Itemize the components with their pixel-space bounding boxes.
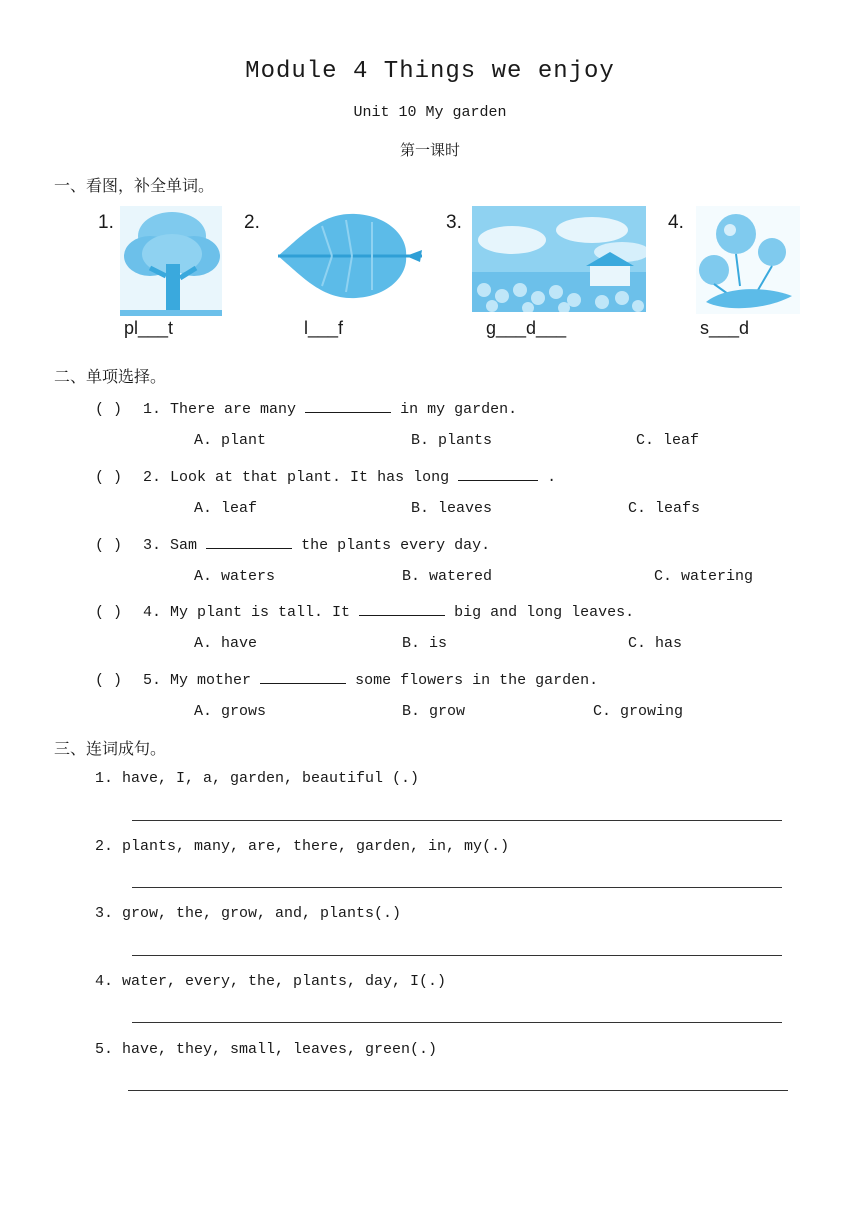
option-b[interactable]: B. leaves	[411, 500, 493, 517]
fill-word: pl___t	[124, 318, 174, 338]
question-row	[95, 534, 490, 554]
unit-subtitle: Unit 10 My garden	[353, 104, 507, 121]
answer-parentheses[interactable]: ( )	[95, 401, 123, 418]
lesson-label: 第一课时	[399, 141, 460, 159]
question-row	[95, 398, 517, 418]
question-number: 1.	[143, 401, 162, 418]
garden-icon	[472, 206, 646, 312]
answer-line[interactable]	[132, 887, 782, 888]
answer-parentheses[interactable]: ( )	[95, 604, 123, 621]
answer-parentheses[interactable]: ( )	[95, 469, 123, 486]
question-number: 2.	[143, 469, 162, 486]
option-a[interactable]: A. plant	[194, 432, 267, 449]
answer-parentheses[interactable]: ( )	[95, 537, 123, 554]
fill-word: g___d___	[486, 318, 567, 338]
answer-line[interactable]	[132, 955, 782, 956]
option-b[interactable]: B. plants	[411, 432, 493, 449]
question-text: My plant is tall. It	[170, 604, 351, 621]
option-b[interactable]: B. grow	[402, 703, 466, 720]
question-row	[95, 669, 598, 689]
scrambled-sentence: 1. have, I, a, garden, beautiful (.)	[95, 770, 420, 787]
option-c[interactable]: C. growing	[593, 703, 684, 720]
option-c[interactable]: C. watering	[654, 568, 754, 585]
question-text: some flowers in the garden.	[355, 672, 599, 689]
seed-icon	[696, 206, 800, 314]
option-c[interactable]: C. leafs	[628, 500, 701, 517]
question-text: the plants every day.	[301, 537, 491, 554]
question-number: 3.	[143, 537, 162, 554]
question-row	[95, 601, 634, 621]
scrambled-sentence: 3. grow, the, grow, and, plants(.)	[95, 905, 402, 922]
question-text: My mother	[170, 672, 252, 689]
leaf-icon	[272, 206, 424, 306]
answer-blank[interactable]	[305, 398, 391, 413]
option-c[interactable]: C. leaf	[636, 432, 700, 449]
fill-word: l___f	[304, 318, 344, 338]
picture-number: 1.	[98, 212, 114, 233]
answer-line[interactable]	[132, 1022, 782, 1023]
section3-heading: 三、连词成句。	[54, 739, 167, 758]
answer-line[interactable]	[132, 820, 782, 821]
section2-heading: 二、单项选择。	[54, 367, 167, 386]
question-row	[95, 466, 556, 486]
tree-icon	[120, 206, 222, 316]
question-text: .	[547, 469, 557, 486]
picture-number: 2.	[244, 212, 260, 233]
option-a[interactable]: A. grows	[194, 703, 267, 720]
page-title: Module 4 Things we enjoy	[245, 58, 615, 85]
question-text: big and long leaves.	[454, 604, 635, 621]
question-text: in my garden.	[400, 401, 518, 418]
scrambled-sentence: 4. water, every, the, plants, day, I(.)	[95, 973, 447, 990]
fill-word: s___d	[700, 318, 750, 338]
answer-parentheses[interactable]: ( )	[95, 672, 123, 689]
option-a[interactable]: A. leaf	[194, 500, 258, 517]
picture-number: 3.	[446, 212, 462, 233]
question-text: There are many	[170, 401, 297, 418]
question-number: 5.	[143, 672, 162, 689]
option-b[interactable]: B. watered	[402, 568, 493, 585]
question-text: Sam	[170, 537, 198, 554]
scrambled-sentence: 2. plants, many, are, there, garden, in, my(.)	[95, 838, 510, 855]
answer-blank[interactable]	[206, 534, 292, 549]
section1-heading: 一、看图，补全单词。	[54, 176, 215, 195]
answer-blank[interactable]	[260, 669, 346, 684]
option-c[interactable]: C. has	[628, 635, 683, 652]
question-text: Look at that plant. It has long	[170, 469, 450, 486]
answer-blank[interactable]	[359, 601, 445, 616]
picture-number: 4.	[668, 212, 684, 233]
scrambled-sentence: 5. have, they, small, leaves, green(.)	[95, 1041, 438, 1058]
answer-line[interactable]	[128, 1090, 788, 1091]
option-b[interactable]: B. is	[402, 635, 448, 652]
option-a[interactable]: A. waters	[194, 568, 276, 585]
option-a[interactable]: A. have	[194, 635, 258, 652]
answer-blank[interactable]	[458, 466, 538, 481]
question-number: 4.	[143, 604, 162, 621]
